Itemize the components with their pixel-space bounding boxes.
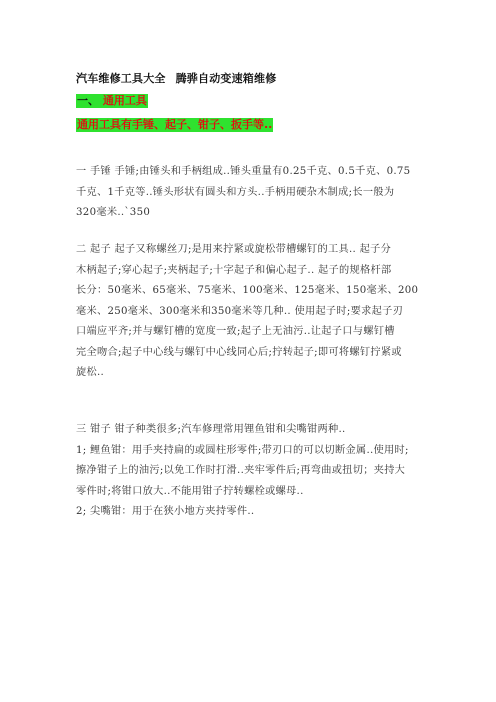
paragraph-line: 口端应平齐;并与螺钉槽的宽度一致;起子上无油污..让起子口与螺钉槽 — [76, 326, 395, 337]
paragraph-line: 毫米、250毫米、300毫米和350毫米等几种.. 使用起子时;要求起子刃 — [76, 305, 404, 317]
paragraph-line: 320毫米..`350 — [76, 207, 151, 218]
heading-number: 一、 — [77, 94, 99, 107]
title-main: 汽车维修工具大全 — [76, 72, 166, 85]
paragraph-line: 2; 尖嘴钳：用于在狭小地方夹持零件.. — [76, 506, 255, 517]
paragraph-line: 零件时;将钳口放大..不能用钳子拧转螺栓或螺母.. — [76, 485, 304, 497]
paragraph-line: 1; 鲤鱼钳：用手夹持扁的或圆柱形零件;带刃口的可以切断金属..使用时; — [76, 444, 409, 456]
paragraph-hammer — [76, 162, 428, 224]
paragraph-line: 旋松.. — [76, 367, 105, 378]
paragraph-line: 一 手锤 手锤;由锤头和手柄组成..锤头重量有0.25千克、0.5千克、0.75 — [76, 166, 411, 177]
paragraph-screwdriver — [76, 240, 428, 384]
paragraph-line: 完全吻合;起子中心线与螺钉中心线同心后;拧转起子;即可将螺钉拧紧或 — [76, 346, 402, 358]
document-title — [76, 70, 276, 86]
paragraph-pliers — [76, 420, 428, 523]
section-heading-general-tools — [76, 94, 148, 108]
paragraph-line: 三 钳子 钳子种类很多;汽车修理常用锂鱼钳和尖嘴钳两种.. — [76, 424, 346, 435]
highlighted-summary-line: 通用工具有手锤、起子、钳子、扳手等.. — [77, 118, 273, 131]
paragraph-line: 长分：50毫米、65毫米、75毫米、100毫米、125毫米、150毫米、200 — [76, 285, 419, 296]
paragraph-line: 二 起子 起子又称螺丝刀;是用来拧紧或旋松带槽螺钉的工具.. 起子分 — [76, 244, 392, 255]
paragraph-line: 擦净钳子上的油污;以免工作时打滑..夹牢零件后;再弯曲或扭切；夹持大 — [76, 465, 406, 476]
title-sub: 腾骅自动变速箱维修 — [175, 72, 277, 85]
heading-text: 通用工具 — [102, 94, 147, 107]
paragraph-line: 木柄起子;穿心起子;夹柄起子;十字起子和偏心起子.. 起子的规格杆部 — [76, 264, 392, 276]
paragraph-line: 千克、1千克等..锤头形状有圆头和方头..手柄用硬杂木制成;长一般为 — [76, 186, 395, 198]
